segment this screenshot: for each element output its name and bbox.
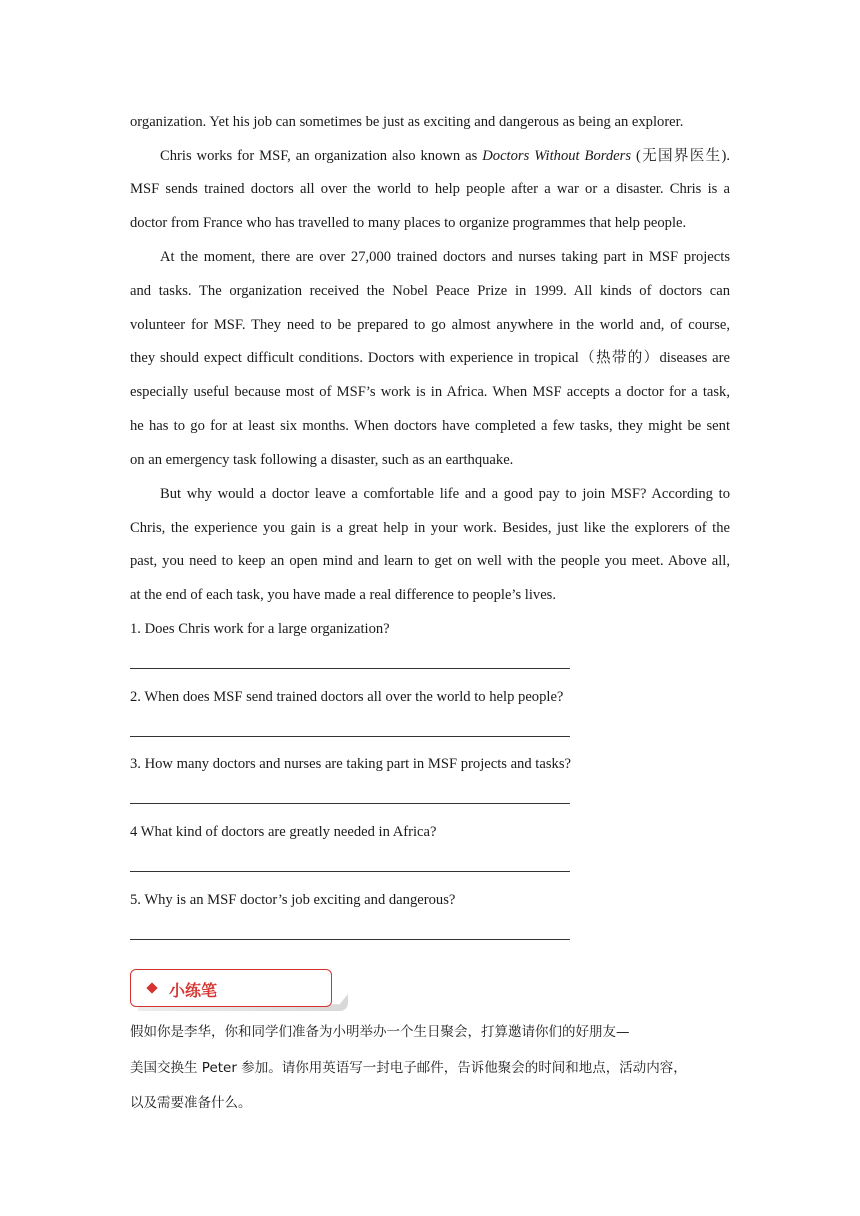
passage-line: at the end of each task, you have made a real difference to people’s lives. — [130, 587, 557, 603]
passage-line: they should expect difficult conditions. Doctors with experience in tropical（热带的）diseases are — [130, 350, 730, 366]
msf-alias: Doctors Without Borders — [482, 148, 632, 164]
passage-line: and tasks. The organization received the Nobel Peace Prize in 1999. All kinds of doctors can — [130, 283, 730, 299]
writing-prompt-line: 假如你是李华，你和同学们准备为小明举办一个生日聚会，打算邀请你们的好朋友— — [130, 1024, 630, 1040]
passage-line: he has to go for at least six months. When doctors have completed a few tasks, they might be sent — [130, 418, 730, 434]
question-4: 4 What kind of doctors are greatly needed in Africa? — [130, 824, 437, 840]
passage-line: But why would a doctor leave a comfortable life and a good pay to join MSF? According to — [160, 486, 730, 502]
answer-line-4[interactable] — [130, 871, 570, 872]
answer-line-3[interactable] — [130, 803, 570, 804]
section-title: 小练笔 — [169, 981, 218, 1000]
passage-text: Chris works for MSF, an organization also known as — [160, 148, 483, 164]
passage-text: (无国界医生). — [631, 148, 730, 164]
passage-line: doctor from France who has travelled to many places to organize programmes that help people. — [130, 215, 687, 231]
answer-line-5[interactable] — [130, 939, 570, 940]
answer-line-2[interactable] — [130, 736, 570, 737]
diamond-bullet-icon — [146, 982, 157, 993]
passage-line: Chris, the experience you gain is a great help in your work. Besides, just like the explorers of the — [130, 520, 730, 536]
passage-line: At the moment, there are over 27,000 trained doctors and nurses taking part in MSF projects — [160, 249, 730, 265]
writing-prompt-line: 以及需要准备什么。 — [130, 1095, 252, 1111]
section-banner — [130, 969, 332, 1007]
question-5: 5. Why is an MSF doctor’s job exciting and dangerous? — [130, 892, 456, 908]
question-2: 2. When does MSF send trained doctors all over the world to help people? — [130, 689, 564, 705]
passage-line: MSF sends trained doctors all over the world to help people after a war or a disaster. Chris is a — [130, 181, 730, 197]
passage-line: especially useful because most of MSF’s work is in Africa. When MSF accepts a doctor for a task, — [130, 384, 730, 400]
writing-prompt-line: 美国交换生 Peter 参加。请你用英语写一封电子邮件，告诉他聚会的时间和地点，活动内容， — [130, 1060, 687, 1076]
passage-line — [130, 146, 730, 166]
passage-line: volunteer for MSF. They need to be prepared to go almost anywhere in the world and, of course, — [130, 317, 730, 333]
question-1: 1. Does Chris work for a large organization? — [130, 621, 390, 637]
passage-line: past, you need to keep an open mind and learn to get on well with the people you meet. Above all, — [130, 553, 730, 569]
passage-line: organization. Yet his job can sometimes be just as exciting and dangerous as being an explorer. — [130, 114, 684, 130]
passage-line: on an emergency task following a disaster, such as an earthquake. — [130, 452, 514, 468]
answer-line-1[interactable] — [130, 668, 570, 669]
question-3: 3. How many doctors and nurses are taking part in MSF projects and tasks? — [130, 756, 571, 772]
